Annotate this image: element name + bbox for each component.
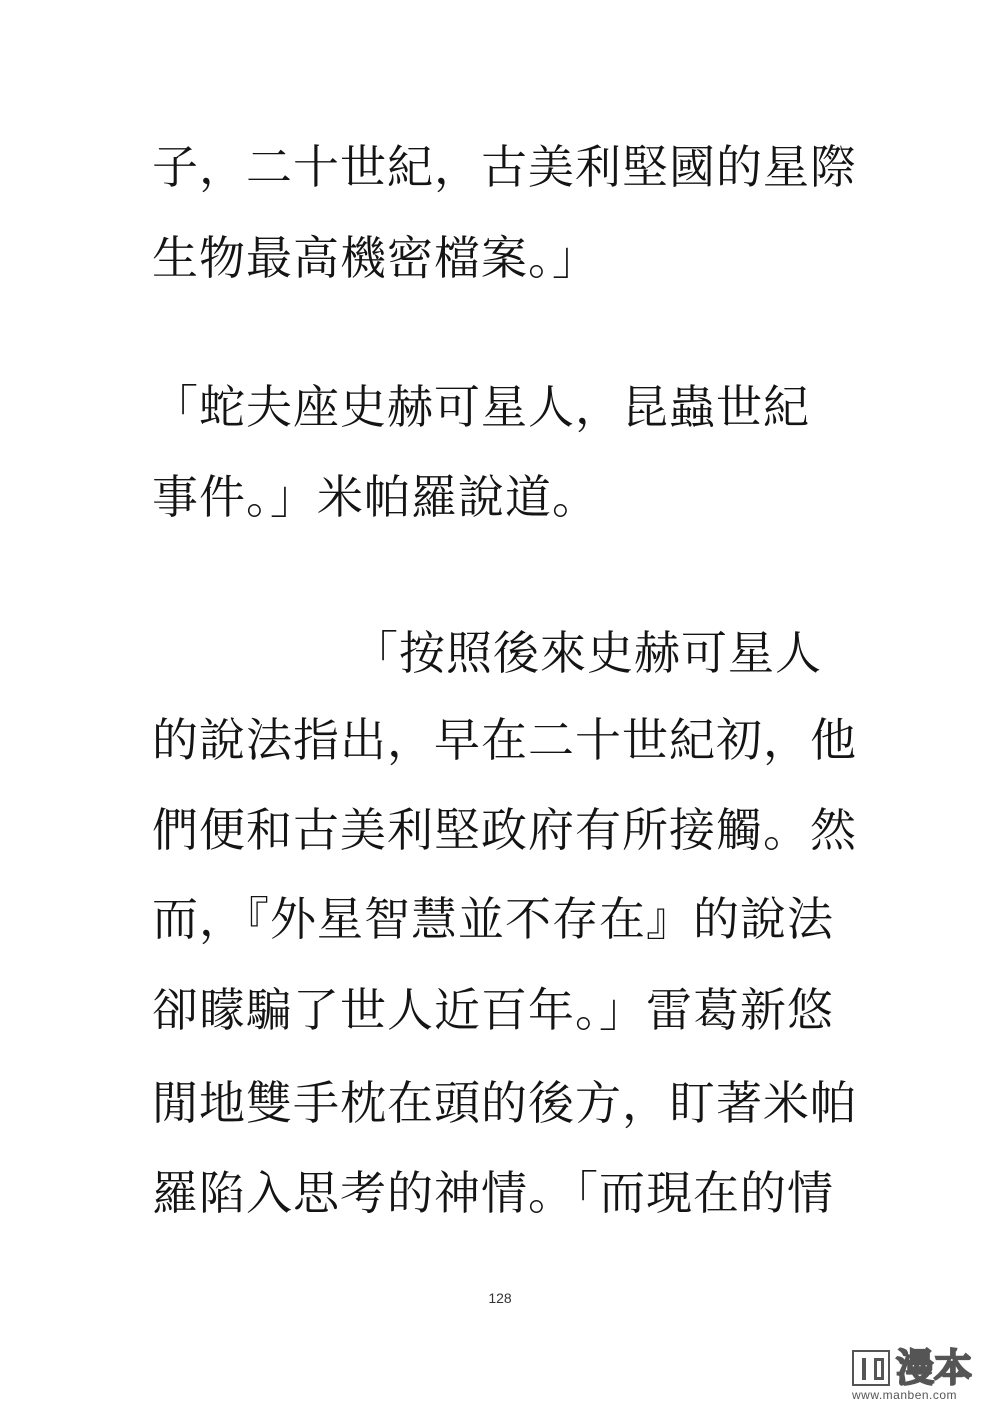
text-line-6: 的說法指出，早在二十世紀初，他 [152, 713, 857, 767]
text-line-8: 而，『外星智慧並不存在』的說法 [152, 892, 834, 946]
manben-logo-icon [852, 1350, 890, 1386]
text-line-1: 子，二十世紀，古美利堅國的星際 [152, 140, 857, 194]
watermark-url: www.manben.com [852, 1388, 958, 1402]
text-line-10: 閒地雙手枕在頭的後方，盯著米帕 [152, 1076, 857, 1130]
manben-watermark [852, 1348, 990, 1404]
text-line-9: 卻矇騙了世人近百年。」雷葛新悠 [152, 983, 834, 1037]
text-line-5: 「按照後來史赫可星人 [352, 626, 822, 680]
text-line-3: 「蛇夫座史赫可星人，昆蟲世紀 [152, 380, 810, 434]
text-line-7: 們便和古美利堅政府有所接觸。然 [152, 803, 857, 857]
watermark-title: 漫本 [896, 1346, 973, 1390]
page-number: 128 [488, 1290, 512, 1306]
text-line-2: 生物最高機密檔案。」 [152, 231, 599, 285]
text-line-4: 事件。」米帕羅說道。 [152, 470, 599, 524]
text-line-11: 羅陷入思考的神情。「而現在的情 [152, 1166, 834, 1220]
